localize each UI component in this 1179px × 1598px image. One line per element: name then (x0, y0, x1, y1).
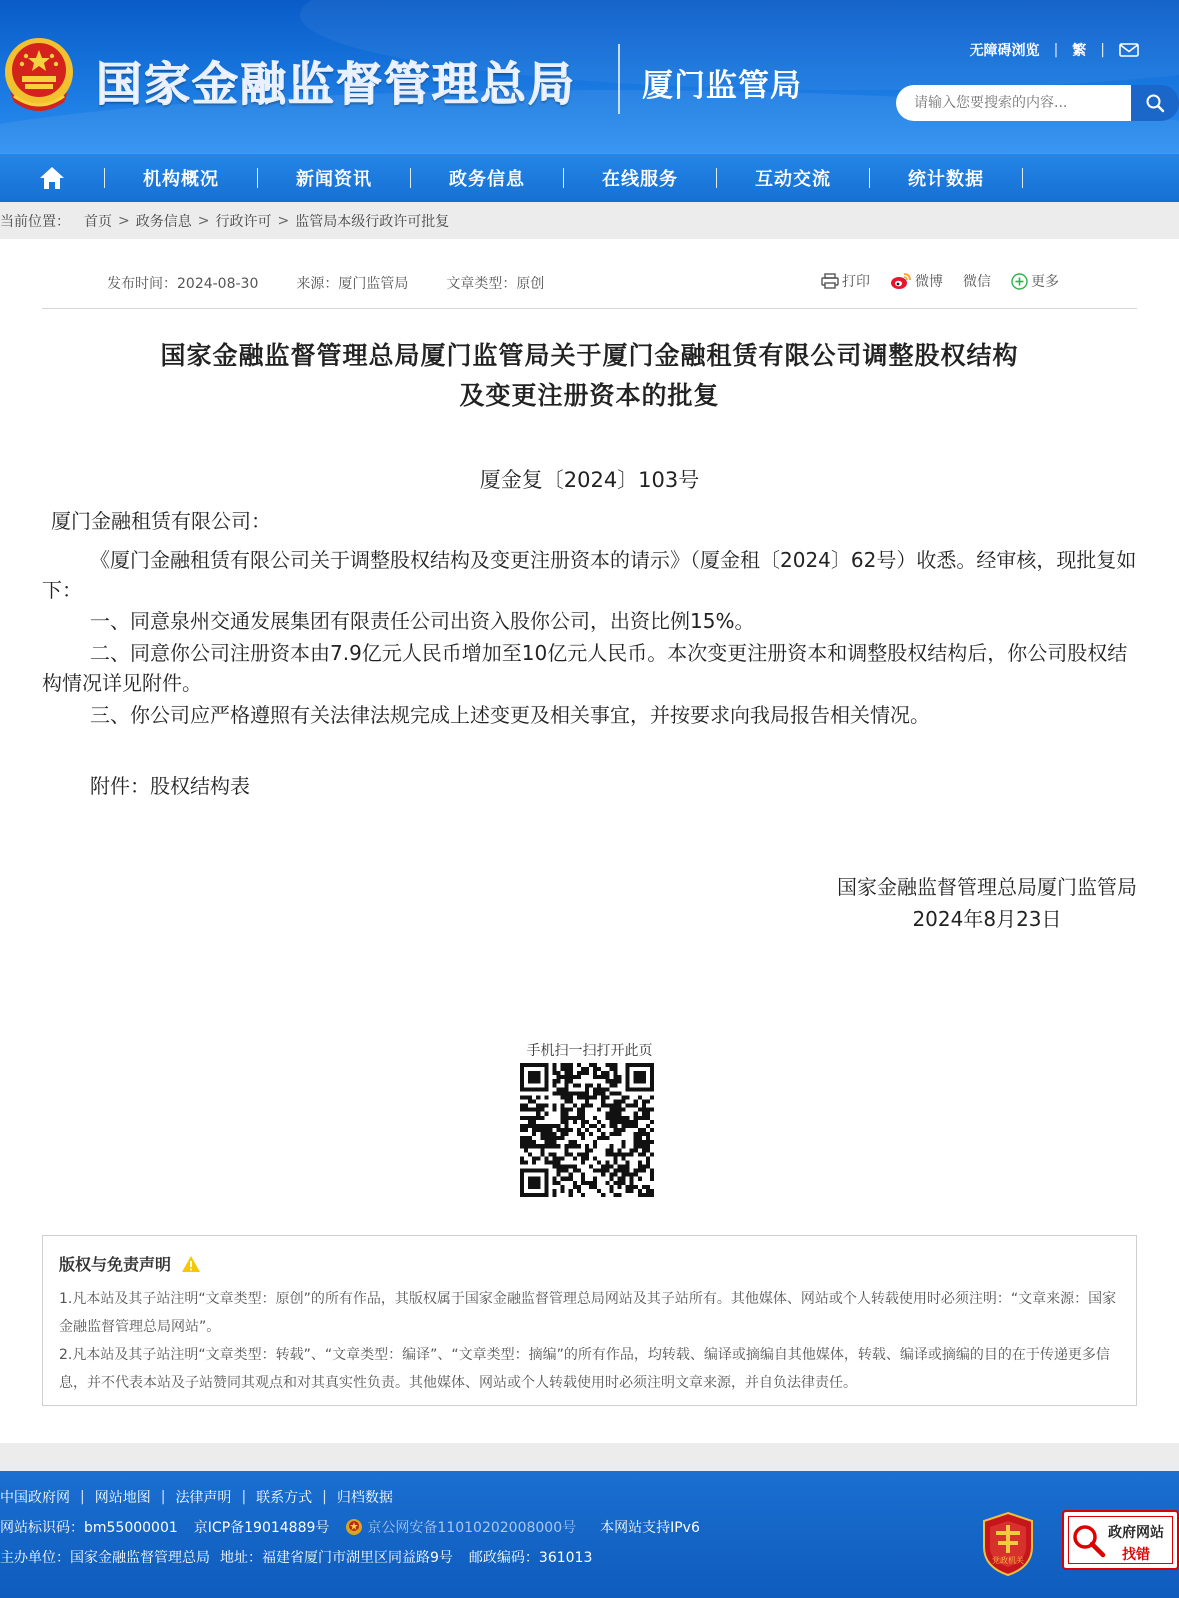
search-input[interactable] (896, 85, 1133, 121)
link-separator: | (1053, 42, 1059, 58)
police-record-link[interactable] (345, 1517, 576, 1537)
body-paragraph: 二、同意你公司注册资本由7.9亿元人民币增加至10亿元人民币。本次变更注册资本和调整股权结构后，你公司股权结构情况详见附件。 (42, 641, 1128, 695)
postcode: 邮政编码：361013 (468, 1550, 593, 1566)
footer-link-archive[interactable]: 归档数据 (336, 1490, 393, 1506)
nav-item-news[interactable]: 新闻资讯 (296, 169, 372, 190)
wechat-share-button[interactable] (963, 271, 991, 291)
site-identifier: 网站标识码：bm55000001 (0, 1520, 178, 1536)
traditional-chinese-link[interactable]: 繁 (1072, 43, 1087, 59)
mail-icon[interactable] (1119, 43, 1139, 57)
nav-item-interaction[interactable]: 互动交流 (755, 169, 831, 190)
host-organization: 主办单位：国家金融监督管理总局 (0, 1550, 210, 1566)
search-button[interactable] (1131, 85, 1179, 121)
article-type: 文章类型：原创 (446, 276, 545, 292)
qr-code (520, 1063, 654, 1197)
footer-link-contact[interactable]: 联系方式 (256, 1490, 313, 1506)
breadcrumb-current[interactable]: 监管局本级行政许可批复 (295, 213, 450, 230)
error-report-title: 政府网站 (1108, 1525, 1164, 1541)
signature (837, 871, 1137, 935)
article-title-line: 及变更注册资本的批复 (459, 381, 720, 410)
police-badge-icon (345, 1518, 363, 1536)
qr-caption: 手机扫一扫打开此页 (526, 1043, 653, 1059)
footer-separator: | (80, 1489, 85, 1505)
link-separator: | (1100, 42, 1105, 58)
footer-spacer (0, 1443, 1179, 1471)
copyright-paragraph: 1.凡本站及其子站注明“文章类型：原创”的所有作品，其版权属于国家金融监督管理总局网站及其子站所有。其他媒体、网站或个人转载使用时必须注明：“文章来源：国家金融监督管理总局网站”。 (59, 1291, 1117, 1335)
footer-separator: | (241, 1489, 247, 1505)
more-label: 更多 (1031, 274, 1059, 290)
print-button[interactable] (821, 271, 870, 291)
site-footer (0, 1471, 1179, 1598)
article-title (42, 336, 1137, 416)
police-record-text: 京公网安备11010202008000号 (367, 1520, 577, 1536)
breadcrumb-arrow: > (197, 212, 210, 229)
breadcrumb-administrative-license[interactable]: 行政许可 (215, 213, 272, 230)
signature-date: 2024年8月23日 (912, 907, 1062, 931)
icp-link[interactable]: 京ICP备19014889号 (193, 1520, 330, 1536)
top-links (970, 40, 1139, 60)
body-paragraph: 三、你公司应严格遵照有关法律法规完成上述变更及相关事宜，并按要求向我局报告相关情况。 (90, 703, 930, 727)
nav-item-government-info[interactable]: 政务信息 (449, 169, 525, 190)
nav-item-about[interactable]: 机构概况 (143, 169, 219, 190)
article-title-line: 国家金融监督管理总局厦门监管局关于厦门金融租赁有限公司调整股权结构 (160, 341, 1019, 370)
breadcrumb-home[interactable]: 首页 (84, 213, 112, 230)
nav-separator (1022, 168, 1023, 188)
footer-link-legal[interactable]: 法律声明 (175, 1490, 232, 1506)
body-paragraph: 《厦门金融租赁有限公司关于调整股权结构及变更注册资本的请示》（厦金租〔2024〕62号）收悉。经审核，现批复如下： (42, 548, 1137, 602)
main-nav (0, 153, 1179, 202)
footer-separator: | (160, 1489, 166, 1505)
party-badge-label: 党政机关 (992, 1556, 1024, 1565)
bureau-name[interactable]: 厦门监管局 (642, 68, 802, 104)
body-paragraph: 一、同意泉州交通发展集团有限责任公司出资入股你公司，出资比例15%。 (90, 609, 755, 633)
search-icon (1145, 93, 1165, 113)
nav-home[interactable] (0, 154, 104, 203)
accessibility-link[interactable]: 无障碍浏览 (969, 43, 1040, 59)
weibo-share-button[interactable] (890, 271, 943, 291)
footer-separator: | (322, 1489, 327, 1505)
title-divider (618, 44, 620, 114)
more-share-button[interactable] (1011, 271, 1059, 291)
weibo-icon (890, 272, 912, 290)
breadcrumb-arrow: > (118, 212, 130, 229)
publish-time: 发布时间：2024-08-30 (107, 276, 259, 292)
print-label: 打印 (842, 274, 870, 290)
party-government-badge-icon[interactable] (980, 1511, 1036, 1577)
gov-website-error-report-button[interactable] (1062, 1510, 1179, 1570)
national-emblem-icon[interactable] (2, 36, 76, 116)
breadcrumb-arrow: > (277, 212, 290, 229)
footer-link-sitemap[interactable]: 网站地图 (94, 1490, 151, 1506)
copyright-title: 版权与免责声明 (59, 1255, 172, 1274)
home-icon (38, 165, 66, 191)
article-meta (42, 263, 1137, 309)
plus-circle-icon (1011, 273, 1028, 290)
copyright-notice (42, 1235, 1137, 1406)
signature-organization: 国家金融监督管理总局厦门监管局 (837, 875, 1137, 899)
weibo-label: 微博 (915, 274, 943, 290)
search-box (896, 85, 1179, 121)
site-title[interactable]: 国家金融监督管理总局 (96, 57, 576, 111)
site-header (0, 0, 1179, 153)
nav-item-online-service[interactable]: 在线服务 (602, 169, 678, 190)
address: 地址：福建省厦门市湖里区同益路9号 (220, 1550, 453, 1566)
addressee: 厦门金融租赁有限公司： (51, 509, 271, 533)
printer-icon (821, 273, 839, 289)
warning-icon (181, 1255, 201, 1273)
error-report-label: 找错 (1122, 1547, 1150, 1563)
ipv6-notice: 本网站支持IPv6 (600, 1520, 700, 1536)
nav-item-statistics[interactable]: 统计数据 (908, 169, 984, 190)
article-source: 来源：厦门监管局 (296, 276, 409, 292)
wechat-label: 微信 (963, 274, 991, 290)
copyright-paragraph: 2.凡本站及其子站注明“文章类型：转载”、“文章类型：编译”、“文章类型：摘编”的所有作品，均转载、编译或摘编自其他媒体，转载、编译或摘编的目的在于传递更多信息，并不代表本站及子站赞同其观点和对其真实性负责。其他媒体、网站或个人转载使用时必须注明文章来源，并自负法律责任。 (59, 1347, 1110, 1391)
magnifier-icon (1072, 1524, 1106, 1558)
breadcrumb-prefix: 当前位置： (0, 213, 70, 230)
breadcrumb-government-info[interactable]: 政务信息 (135, 213, 192, 230)
document-number: 厦金复〔2024〕103号 (479, 468, 700, 492)
footer-link-gov[interactable]: 中国政府网 (0, 1490, 70, 1506)
breadcrumb (0, 202, 1179, 239)
attachment-link[interactable]: 附件：股权结构表 (90, 774, 250, 798)
